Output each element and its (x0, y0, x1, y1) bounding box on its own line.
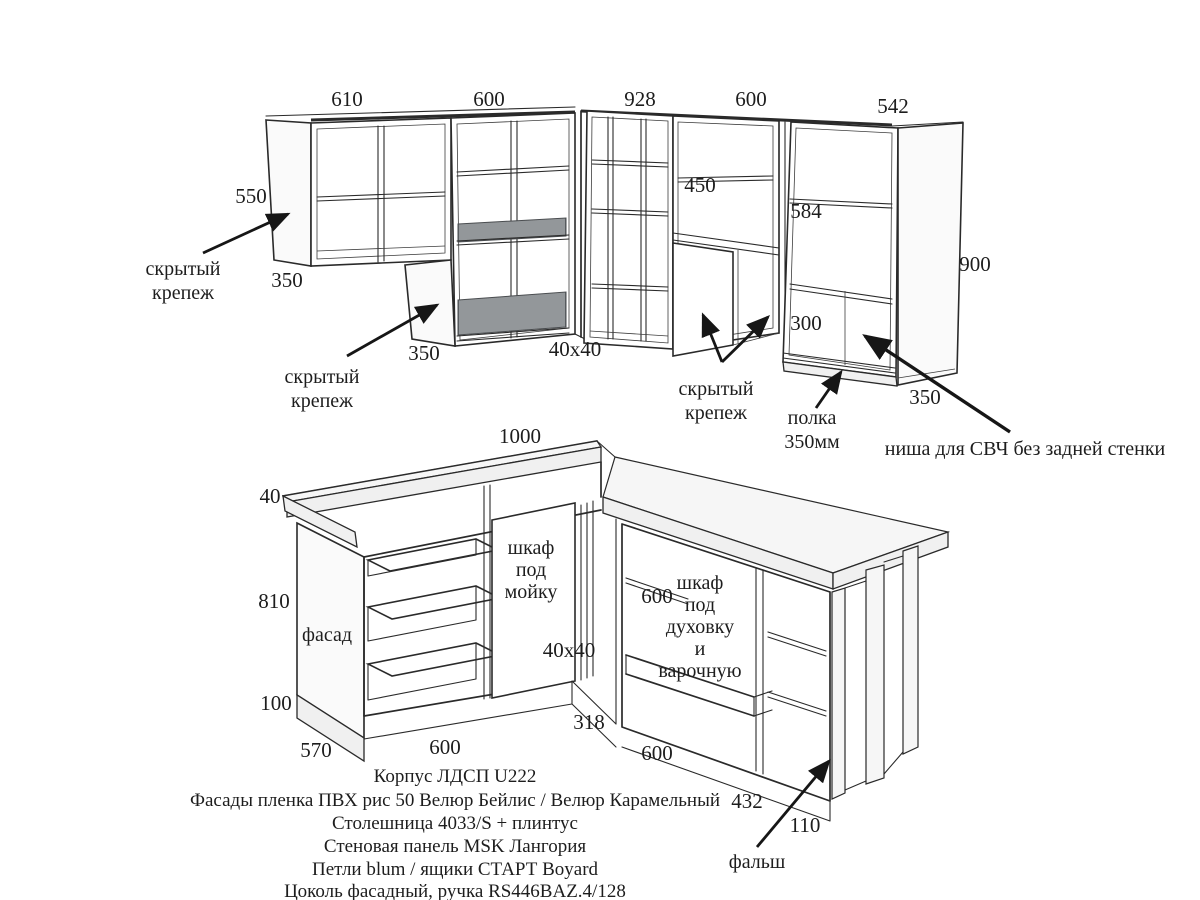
label-hidden-fastener-2: скрытый крепеж (284, 366, 360, 412)
upper-cabinet-542-micro (783, 122, 963, 386)
upper-cabinets-drawing (146, 87, 1166, 460)
dim-600-left: 600 (473, 87, 505, 111)
label-shelf-350: полка 350мм (784, 407, 840, 453)
label-sink-cabinet: шкаф под мойку (504, 537, 558, 603)
label-hidden-fastener-3: скрытый крепеж (678, 378, 754, 424)
dim-600-right: 600 (735, 87, 767, 111)
dim-570: 570 (300, 738, 332, 762)
upper-cabinet-610 (266, 118, 451, 266)
label-facade: фасад (301, 624, 353, 646)
label-false-panel: фальш (728, 851, 786, 873)
dim-600-height: 600 (641, 584, 673, 608)
dim-584: 584 (790, 199, 822, 223)
dim-900: 900 (959, 252, 991, 276)
dim-550: 550 (235, 184, 267, 208)
dim-600-drawers: 600 (429, 735, 461, 759)
dim-350-mid: 350 (408, 341, 440, 365)
spec-text-block (190, 766, 720, 900)
dim-318: 318 (573, 710, 605, 734)
spec-line-facades: Фасады пленка ПВХ рис 50 Велюр Бейлис / Велюр Карамельный (189, 790, 721, 811)
dim-610: 610 (331, 87, 363, 111)
spec-line-countertop: Столешница 4033/S + плинтус (332, 813, 578, 834)
dim-542: 542 (877, 94, 909, 118)
dim-810: 810 (258, 589, 290, 613)
dim-350-left: 350 (271, 268, 303, 292)
label-microwave-niche: ниша для СВЧ без задней стенки (884, 438, 1166, 460)
upper-cabinet-928 (584, 111, 673, 349)
label-hidden-fastener-1: скрытый крепеж (145, 258, 221, 304)
countertop-right (597, 441, 948, 589)
spec-line-hinges: Петли blum / ящики СТАРТ Boyard (311, 859, 599, 880)
dim-110: 110 (789, 813, 821, 837)
dim-40x40-upper: 40x40 (548, 337, 602, 361)
dim-40: 40 (259, 484, 281, 508)
dim-100: 100 (260, 691, 292, 715)
spec-line-wall-panel: Стеновая панель MSK Лангория (323, 836, 587, 857)
label-oven-cabinet: шкаф под духовку и варочную (658, 572, 742, 682)
spec-line-body: Корпус ЛДСП U222 (373, 766, 537, 787)
dim-350-right: 350 (909, 385, 941, 409)
dim-928: 928 (624, 87, 656, 111)
dim-1000: 1000 (499, 424, 541, 448)
dim-450: 450 (684, 173, 716, 197)
dish-rack-lower (458, 292, 566, 335)
dim-432: 432 (731, 789, 763, 813)
dim-600-oven: 600 (641, 741, 673, 765)
dim-40x40-lower: 40x40 (542, 638, 596, 662)
spec-line-plinth: Цоколь фасадный, ручка RS446BAZ.4/128 (284, 881, 626, 900)
dim-300: 300 (790, 311, 822, 335)
drawer-boxes (368, 539, 500, 700)
